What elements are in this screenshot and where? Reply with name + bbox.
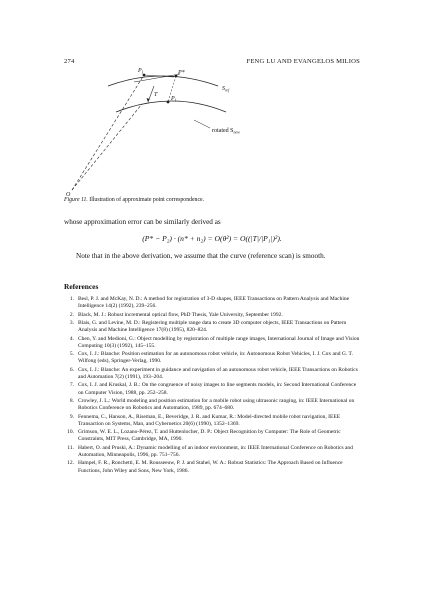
references-heading: References	[64, 282, 99, 291]
label-p1-top: $P_1$	[138, 68, 144, 75]
dashed-ray-to-p1	[72, 75, 144, 190]
reference-item	[64, 460, 360, 474]
figure-11	[64, 62, 274, 197]
label-s-ref: $S_{ref}$	[222, 86, 230, 93]
reference-number: 10.	[67, 429, 74, 436]
label-p-star: P*	[178, 70, 185, 76]
reference-number: 8.	[69, 397, 74, 404]
reference-number: 9.	[69, 413, 74, 420]
point-p1-bottom	[167, 101, 170, 104]
reference-item	[64, 320, 360, 334]
reference-item	[64, 312, 360, 319]
reference-item	[64, 429, 360, 443]
caption-text: Illustration of approximate point correspondence.	[89, 197, 205, 203]
reference-number: 3.	[69, 319, 74, 326]
label-rotated-s-new: rotated $S_{new}$	[212, 128, 240, 135]
label-p1-bottom: $P_1$	[171, 96, 177, 103]
reference-text: Chen, Y. and Medioni, G.: Object modelling by registration of multiple range images, International Journal of Image and Vision Computing 10(3) (1992), 145–155.	[78, 335, 360, 349]
rotated-new-scan-curve	[116, 101, 226, 112]
reference-text: Black, M. J.: Robust incremental optical flow, PhD Thesis, Yale University, September 1992.	[78, 311, 283, 318]
rotated-label-pointer	[194, 120, 210, 128]
reference-item	[64, 414, 360, 428]
reference-text: Habert, O. and Pruski, A.: Dynamic modelling of an indoor environment, in: IEEE International Conference on Robotics and Automation, Minneapolis, 1996, pp. 751–756.	[78, 444, 353, 458]
reference-text: Cox, I. J. and Kruskal, J. B.: On the congruence of noisy images to line segments models, in: Second International Conference on Computer Vision, 1988, pp. 252–258.	[78, 382, 357, 396]
body-paragraph-2: Note that in the above derivation, we assume that the curve (reference scan) is smooth.	[76, 252, 326, 260]
reference-text: Besl, P. J. and McKay, N. D.: A method for registration of 3-D shapes, IEEE Transactions on Pattern Analysis and Machine Intelligence 14(2) (1992), 239–256.	[78, 296, 350, 310]
reference-text: Fennema, C., Hanson, A., Riseman, E., Beveridge, J. R. and Kumar, R.: Model-directed mobile robot navigation, IEEE Transaction on Systems, Man, and Cybernetics 20(6) (1990), 1352–1369.	[78, 413, 341, 427]
reference-number: 7.	[69, 382, 74, 389]
caption-label: Figure 11.	[64, 197, 88, 203]
reference-number: 5.	[69, 351, 74, 358]
reference-number: 4.	[69, 335, 74, 342]
label-origin: O	[66, 192, 71, 197]
body-paragraph-1: whose approximation error can be similarly derived as	[64, 218, 221, 226]
dashed-ray-to-rotated-p1	[72, 104, 142, 190]
reference-number: 1.	[69, 296, 74, 302]
reference-text: Cox, I. J.: Blanche: Position estimation for an autonomous robot vehicle, in: Autonomous Robot Vehicles, I. J. Cox and G. T. Wilfong (eds), Springer-Verlag, 1990.	[78, 351, 353, 365]
figure-diagram	[64, 62, 274, 197]
reference-item	[64, 398, 360, 412]
reference-number: 11.	[67, 444, 74, 451]
reference-text: Grimson, W. E. L., Lozano-Pérez, T. and Huttenlocher, D. P.: Object Recognition by Computer: The Role of Geometric Constraints, MIT Press, Cambridge, MA, 1990.	[78, 429, 341, 443]
reference-item	[64, 367, 360, 381]
reference-text: Hampel, F. R., Ronchetti, E. M. Rousseeuw, P. J. and Stahel, W. A.: Robust Statistics: The Approach Based on Influence Functions, John Wiley and Sons, New York, 1986.	[78, 460, 343, 474]
reference-item	[64, 382, 360, 396]
figure-caption	[64, 197, 360, 203]
references-list	[64, 296, 360, 476]
equation: (P* − P₂) · (n* + n₂) = O(θ²) = O((|T|/|P₁|)²).	[142, 234, 282, 243]
tangent-line	[134, 74, 180, 82]
label-t: T	[154, 92, 158, 98]
page-number: 274	[64, 58, 75, 65]
reference-number: 6.	[69, 366, 74, 373]
reference-number: 2.	[69, 311, 74, 318]
reference-number: 12.	[67, 460, 74, 467]
reference-text: Blais, G. and Levine, M. D.: Registering multiple range data to create 3D computer objects, IEEE Transactions on Pattern Analysis and Machine Intelligence 17(8) (1995), 820–824.	[78, 319, 347, 334]
reference-text: Crowley, J. L.: World modeling and position estimation for a mobile robot using ultrasonic ranging, in: IEEE International on Robotics Conference on Robotics and Automation, 1989, pp. 674–680.	[78, 397, 355, 412]
reference-item	[64, 336, 360, 350]
reference-item	[64, 351, 360, 365]
point-p-star	[175, 75, 178, 78]
reference-text: Cox, I. J.: Blanche: An experiment in guidance and navigation of an autonomous robot vehicle, IEEE Transactions on Robotics and Automation 7(2) (1991), 193–204.	[78, 366, 358, 380]
reference-item	[64, 296, 360, 310]
reference-item	[64, 445, 360, 459]
header-authors: FENG LU AND EVANGELOS MILIOS	[246, 58, 360, 65]
reference-scan-curve	[108, 76, 218, 86]
